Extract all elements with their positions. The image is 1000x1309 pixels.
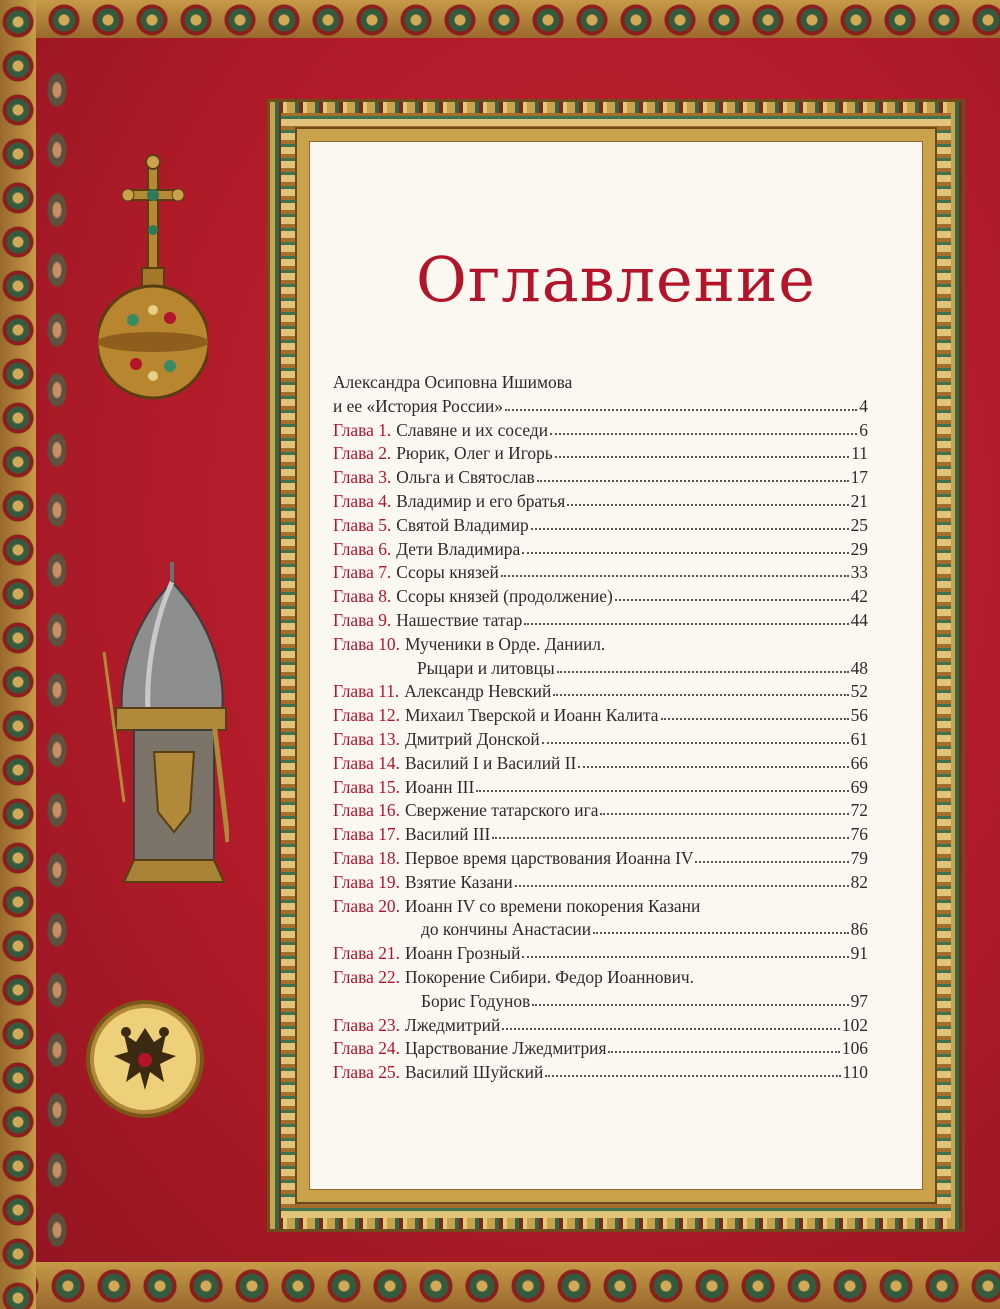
toc-entry[interactable] xyxy=(333,728,868,752)
toc-leader-dots xyxy=(515,871,849,887)
toc-entry[interactable] xyxy=(333,419,868,443)
toc-chapter-number: Глава 2. xyxy=(333,443,392,464)
toc-entry[interactable] xyxy=(333,609,868,633)
toc-page-number: 11 xyxy=(851,443,868,464)
toc-entry-title: Ссоры князей (продолжение) xyxy=(396,586,613,607)
toc-entry-title: Нашествие татар xyxy=(396,609,523,630)
toc-entry[interactable] xyxy=(333,633,868,657)
toc-entry[interactable] xyxy=(333,704,868,728)
toc-chapter-number: Глава 25. xyxy=(333,1062,400,1083)
toc-chapter-number: Глава 16. xyxy=(333,800,400,821)
toc-chapter-number: Глава 17. xyxy=(333,824,400,845)
toc-entry[interactable] xyxy=(333,538,868,562)
toc-leader-dots xyxy=(522,942,848,958)
toc-entry[interactable] xyxy=(333,752,868,776)
toc-leader-dots xyxy=(476,776,848,792)
toc-indent xyxy=(333,918,421,942)
toc-chapter-number: Глава 14. xyxy=(333,752,400,773)
toc-entry-title: Лжедмитрий xyxy=(404,1014,501,1035)
toc-page-number: 29 xyxy=(850,538,868,559)
toc-leader-dots xyxy=(608,1037,839,1053)
toc-leader-dots xyxy=(522,538,848,554)
toc-entry-title: Свержение татарского ига xyxy=(404,800,599,821)
toc-entry-title: Михаил Тверской и Иоанн Калита xyxy=(404,705,659,726)
toc-entry[interactable] xyxy=(333,466,868,490)
toc-entry[interactable] xyxy=(333,395,868,419)
toc-page-number: 17 xyxy=(850,467,868,488)
toc-entry-title: Дети Владимира xyxy=(396,538,521,559)
toc-page-number: 66 xyxy=(850,752,868,773)
toc-page-number: 25 xyxy=(850,514,868,535)
toc-leader-dots xyxy=(505,395,857,411)
toc-leader-dots xyxy=(545,1061,840,1077)
toc-page-number: 44 xyxy=(850,609,868,630)
toc-page-number: 21 xyxy=(850,490,868,511)
helmet-icon xyxy=(94,562,229,902)
ornament-border-bottom xyxy=(0,1262,1000,1309)
toc-entry-title: Славяне и их соседи xyxy=(396,419,549,440)
toc-entry-title: и ее «История России» xyxy=(333,395,503,416)
toc-chapter-number: Глава 6. xyxy=(333,538,392,559)
toc-entry[interactable] xyxy=(333,990,868,1014)
toc-entry[interactable] xyxy=(333,942,868,966)
toc-page-number: 91 xyxy=(850,943,868,964)
orb-icon xyxy=(98,150,208,410)
toc-entry[interactable] xyxy=(333,442,868,466)
toc-entry-title: Иоанн IV со времени покорения Казани xyxy=(404,895,701,916)
toc-entry-title: Борис Годунов xyxy=(421,990,531,1011)
toc-chapter-number: Глава 10. xyxy=(333,633,400,654)
toc-page-number: 76 xyxy=(850,824,868,845)
toc-leader-dots xyxy=(502,1014,840,1030)
toc-entry-title: Александра Осиповна Ишимова xyxy=(333,372,573,392)
toc-page-number: 69 xyxy=(850,776,868,797)
toc-chapter-number: Глава 11. xyxy=(333,681,400,702)
toc-entry-title: Владимир и его братья xyxy=(396,490,566,511)
toc-page-number: 110 xyxy=(842,1062,868,1083)
toc-page-number: 56 xyxy=(850,705,868,726)
toc-page-number: 102 xyxy=(841,1014,868,1035)
toc-leader-dots xyxy=(542,728,849,744)
toc-page-number: 97 xyxy=(850,990,868,1011)
page-title: Оглавление xyxy=(416,243,816,316)
toc-chapter-number: Глава 9. xyxy=(333,609,392,630)
toc-leader-dots xyxy=(555,442,850,458)
toc-page-number: 4 xyxy=(859,395,868,416)
toc-chapter-number: Глава 7. xyxy=(333,562,392,583)
toc-leader-dots xyxy=(600,799,848,815)
toc-page-number: 6 xyxy=(859,419,868,440)
toc-leader-dots xyxy=(532,990,848,1006)
toc-entry-title: Мученики в Орде. Даниил. xyxy=(404,633,606,654)
table-of-contents xyxy=(333,371,868,1085)
toc-chapter-number: Глава 18. xyxy=(333,847,400,868)
toc-leader-dots xyxy=(615,585,849,601)
toc-chapter-number: Глава 12. xyxy=(333,705,400,726)
toc-chapter-number: Глава 3. xyxy=(333,467,392,488)
toc-page-number: 86 xyxy=(850,919,868,940)
toc-entry-title: Взятие Казани xyxy=(404,871,513,892)
toc-chapter-number: Глава 20. xyxy=(333,895,400,916)
toc-entry-title: Василий III xyxy=(404,824,491,845)
toc-leader-dots xyxy=(593,918,849,934)
toc-leader-dots xyxy=(537,466,849,482)
toc-entry-title: Царствование Лжедмитрия xyxy=(404,1038,607,1059)
toc-leader-dots xyxy=(531,514,849,530)
toc-entry-title: Александр Невский xyxy=(404,681,552,702)
toc-entry[interactable] xyxy=(333,823,868,847)
toc-chapter-number: Глава 8. xyxy=(333,586,392,607)
ornament-vine-left xyxy=(40,60,74,1250)
toc-leader-dots xyxy=(661,704,849,720)
toc-leader-dots xyxy=(553,680,848,696)
toc-entry[interactable] xyxy=(333,657,868,681)
toc-entry[interactable] xyxy=(333,1061,868,1085)
ornament-border-top xyxy=(0,0,1000,38)
toc-page-number: 82 xyxy=(850,871,868,892)
toc-entry-title: Василий Шуйский xyxy=(404,1062,544,1083)
toc-leader-dots xyxy=(524,609,848,625)
toc-entry[interactable] xyxy=(333,585,868,609)
toc-indent xyxy=(333,657,417,681)
toc-entry[interactable] xyxy=(333,490,868,514)
toc-entry[interactable] xyxy=(333,371,868,395)
toc-entry-title: Святой Владимир xyxy=(396,514,529,535)
toc-entry-title: Василий I и Василий II xyxy=(404,752,577,773)
toc-entry[interactable] xyxy=(333,847,868,871)
toc-entry[interactable] xyxy=(333,1014,868,1038)
toc-leader-dots xyxy=(501,561,849,577)
toc-entry-title: Первое время царствования Иоанна IV xyxy=(404,847,694,868)
toc-chapter-number: Глава 13. xyxy=(333,728,400,749)
toc-chapter-number: Глава 23. xyxy=(333,1014,400,1035)
toc-leader-dots xyxy=(492,823,848,839)
toc-page-number: 72 xyxy=(850,800,868,821)
toc-entry-title: до кончины Анастасии xyxy=(421,919,592,940)
toc-entry[interactable] xyxy=(333,561,868,585)
toc-chapter-number: Глава 1. xyxy=(333,419,392,440)
toc-chapter-number: Глава 5. xyxy=(333,514,392,535)
toc-page-number: 106 xyxy=(841,1038,868,1059)
toc-leader-dots xyxy=(550,419,857,435)
toc-indent xyxy=(333,990,421,1014)
toc-entry[interactable] xyxy=(333,966,868,990)
toc-page-number: 33 xyxy=(850,562,868,583)
toc-entry-title: Рыцари и литовцы xyxy=(417,657,555,678)
toc-entry[interactable] xyxy=(333,680,868,704)
toc-page-number: 79 xyxy=(850,847,868,868)
toc-entry[interactable] xyxy=(333,918,868,942)
toc-entry[interactable] xyxy=(333,871,868,895)
toc-leader-dots xyxy=(695,847,848,863)
toc-leader-dots xyxy=(567,490,848,506)
toc-leader-dots xyxy=(557,657,849,673)
toc-entry[interactable] xyxy=(333,1037,868,1061)
toc-entry-title: Ссоры князей xyxy=(396,562,499,583)
toc-page-number: 42 xyxy=(850,586,868,607)
toc-page-number: 48 xyxy=(850,657,868,678)
toc-chapter-number: Глава 19. xyxy=(333,871,400,892)
toc-page-number: 52 xyxy=(850,681,868,702)
toc-entry-title: Иоанн Грозный xyxy=(404,943,521,964)
toc-chapter-number: Глава 24. xyxy=(333,1038,400,1059)
toc-page-number: 61 xyxy=(850,728,868,749)
toc-chapter-number: Глава 21. xyxy=(333,943,400,964)
toc-entry-title: Дмитрий Донской xyxy=(404,728,540,749)
toc-entry-title: Иоанн III xyxy=(404,776,475,797)
toc-entry[interactable] xyxy=(333,776,868,800)
toc-leader-dots xyxy=(578,752,848,768)
toc-entry[interactable] xyxy=(333,895,868,919)
toc-chapter-number: Глава 22. xyxy=(333,966,400,987)
ornament-border-left xyxy=(0,0,36,1309)
toc-chapter-number: Глава 4. xyxy=(333,490,392,511)
toc-entry-title: Ольга и Святослав xyxy=(396,467,535,488)
double-headed-eagle-seal-icon xyxy=(84,998,206,1120)
toc-entry-title: Покорение Сибири. Федор Иоаннович. xyxy=(404,966,695,987)
toc-chapter-number: Глава 15. xyxy=(333,776,400,797)
toc-entry-title: Рюрик, Олег и Игорь xyxy=(396,443,553,464)
toc-entry[interactable] xyxy=(333,799,868,823)
toc-entry[interactable] xyxy=(333,514,868,538)
